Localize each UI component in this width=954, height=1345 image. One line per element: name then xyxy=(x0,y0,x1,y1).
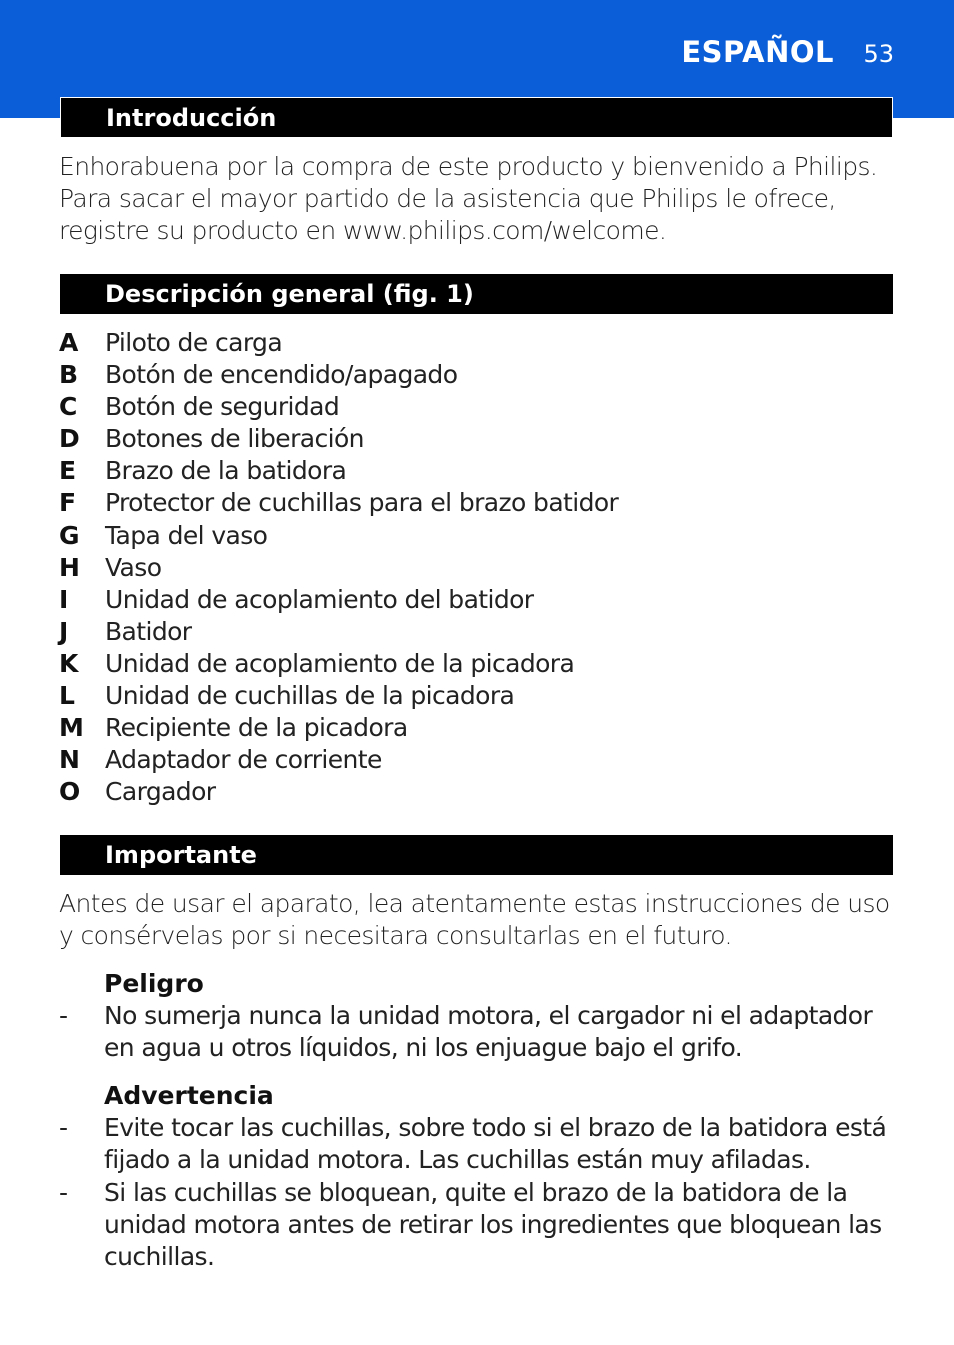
list-letter: H xyxy=(59,552,80,582)
list-letter: I xyxy=(59,584,68,614)
list-item xyxy=(59,616,899,648)
list-letter: O xyxy=(59,777,80,807)
list-letter: J xyxy=(59,616,68,646)
list-text: Batidor xyxy=(105,616,192,646)
list-letter: L xyxy=(59,681,75,711)
list-text: Unidad de acoplamiento del batidor xyxy=(105,584,534,614)
section-heading-importante: Importante xyxy=(60,835,893,875)
list-text: Botón de encendido/apagado xyxy=(105,360,458,390)
warning-item xyxy=(59,1112,889,1176)
list-item xyxy=(59,648,899,680)
list-letter: A xyxy=(59,328,78,357)
list-text: Unidad de acoplamiento de la picadora xyxy=(105,648,575,678)
list-item xyxy=(59,359,899,391)
list-text: Adaptador de corriente xyxy=(105,745,382,775)
list-text: Recipiente de la picadora xyxy=(105,713,408,743)
list-item xyxy=(59,520,899,552)
list-text: Cargador xyxy=(105,777,216,807)
list-text: Tapa del vaso xyxy=(105,520,268,550)
warning-heading: Advertencia xyxy=(104,1081,274,1110)
list-item xyxy=(59,776,899,808)
page-number: 53 xyxy=(863,40,894,68)
list-text: Botones de liberación xyxy=(105,424,364,454)
list-item xyxy=(59,552,899,584)
list-item xyxy=(59,744,899,776)
list-letter: M xyxy=(59,713,84,743)
list-item xyxy=(59,391,899,423)
important-paragraph: Antes de usar el aparato, lea atentamente estas instrucciones de uso y consérvelas por si necesitara consultarlas en el futuro. xyxy=(59,889,890,950)
list-letter: C xyxy=(59,392,77,422)
list-letter: E xyxy=(59,456,76,486)
language-label: ESPAÑOL xyxy=(681,35,834,69)
list-text: Vaso xyxy=(105,552,162,582)
list-item xyxy=(59,712,899,744)
danger-heading: Peligro xyxy=(104,969,204,998)
list-letter: K xyxy=(59,648,78,678)
section-heading-introduccion: Introducción xyxy=(60,97,893,138)
section-heading-descripcion: Descripción general (fig. 1) xyxy=(60,274,893,314)
list-letter: F xyxy=(59,488,76,518)
list-letter: D xyxy=(59,424,80,454)
warning-item xyxy=(59,1177,889,1273)
list-letter: B xyxy=(59,360,78,390)
bullet-text: Si las cuchillas se bloquean, quite el brazo de la batidora de la unidad motora antes de retirar los ingredientes que bloquean las cuchillas. xyxy=(104,1178,882,1271)
list-item xyxy=(59,487,899,519)
bullet-dash: - xyxy=(59,1113,68,1142)
intro-paragraph: Enhorabuena por la compra de este producto y bienvenido a Philips. Para sacar el mayor partido de la asistencia que Philips le ofrece, registre su producto en www.philips.com/welcome. xyxy=(59,152,878,245)
list-text: Botón de seguridad xyxy=(105,392,340,422)
list-letter: G xyxy=(59,520,79,550)
parts-list xyxy=(59,327,899,808)
list-item xyxy=(59,455,899,487)
list-text: Protector de cuchillas para el brazo batidor xyxy=(105,488,619,518)
list-text: Unidad de cuchillas de la picadora xyxy=(105,681,515,711)
list-letter: N xyxy=(59,745,80,775)
list-item xyxy=(59,680,899,712)
list-item xyxy=(59,327,899,359)
list-text: Piloto de carga xyxy=(105,328,283,357)
bullet-text: No sumerja nunca la unidad motora, el cargador ni el adaptador en agua u otros líquidos, ni los enjuague bajo el grifo. xyxy=(104,1001,873,1062)
list-item xyxy=(59,423,899,455)
bullet-text: Evite tocar las cuchillas, sobre todo si el brazo de la batidora está fijado a la unidad motora. Las cuchillas están muy afiladas. xyxy=(104,1113,887,1174)
bullet-dash: - xyxy=(59,1001,68,1030)
bullet-dash: - xyxy=(59,1178,68,1207)
list-text: Brazo de la batidora xyxy=(105,456,347,486)
list-item xyxy=(59,584,899,616)
danger-item xyxy=(59,1000,889,1064)
